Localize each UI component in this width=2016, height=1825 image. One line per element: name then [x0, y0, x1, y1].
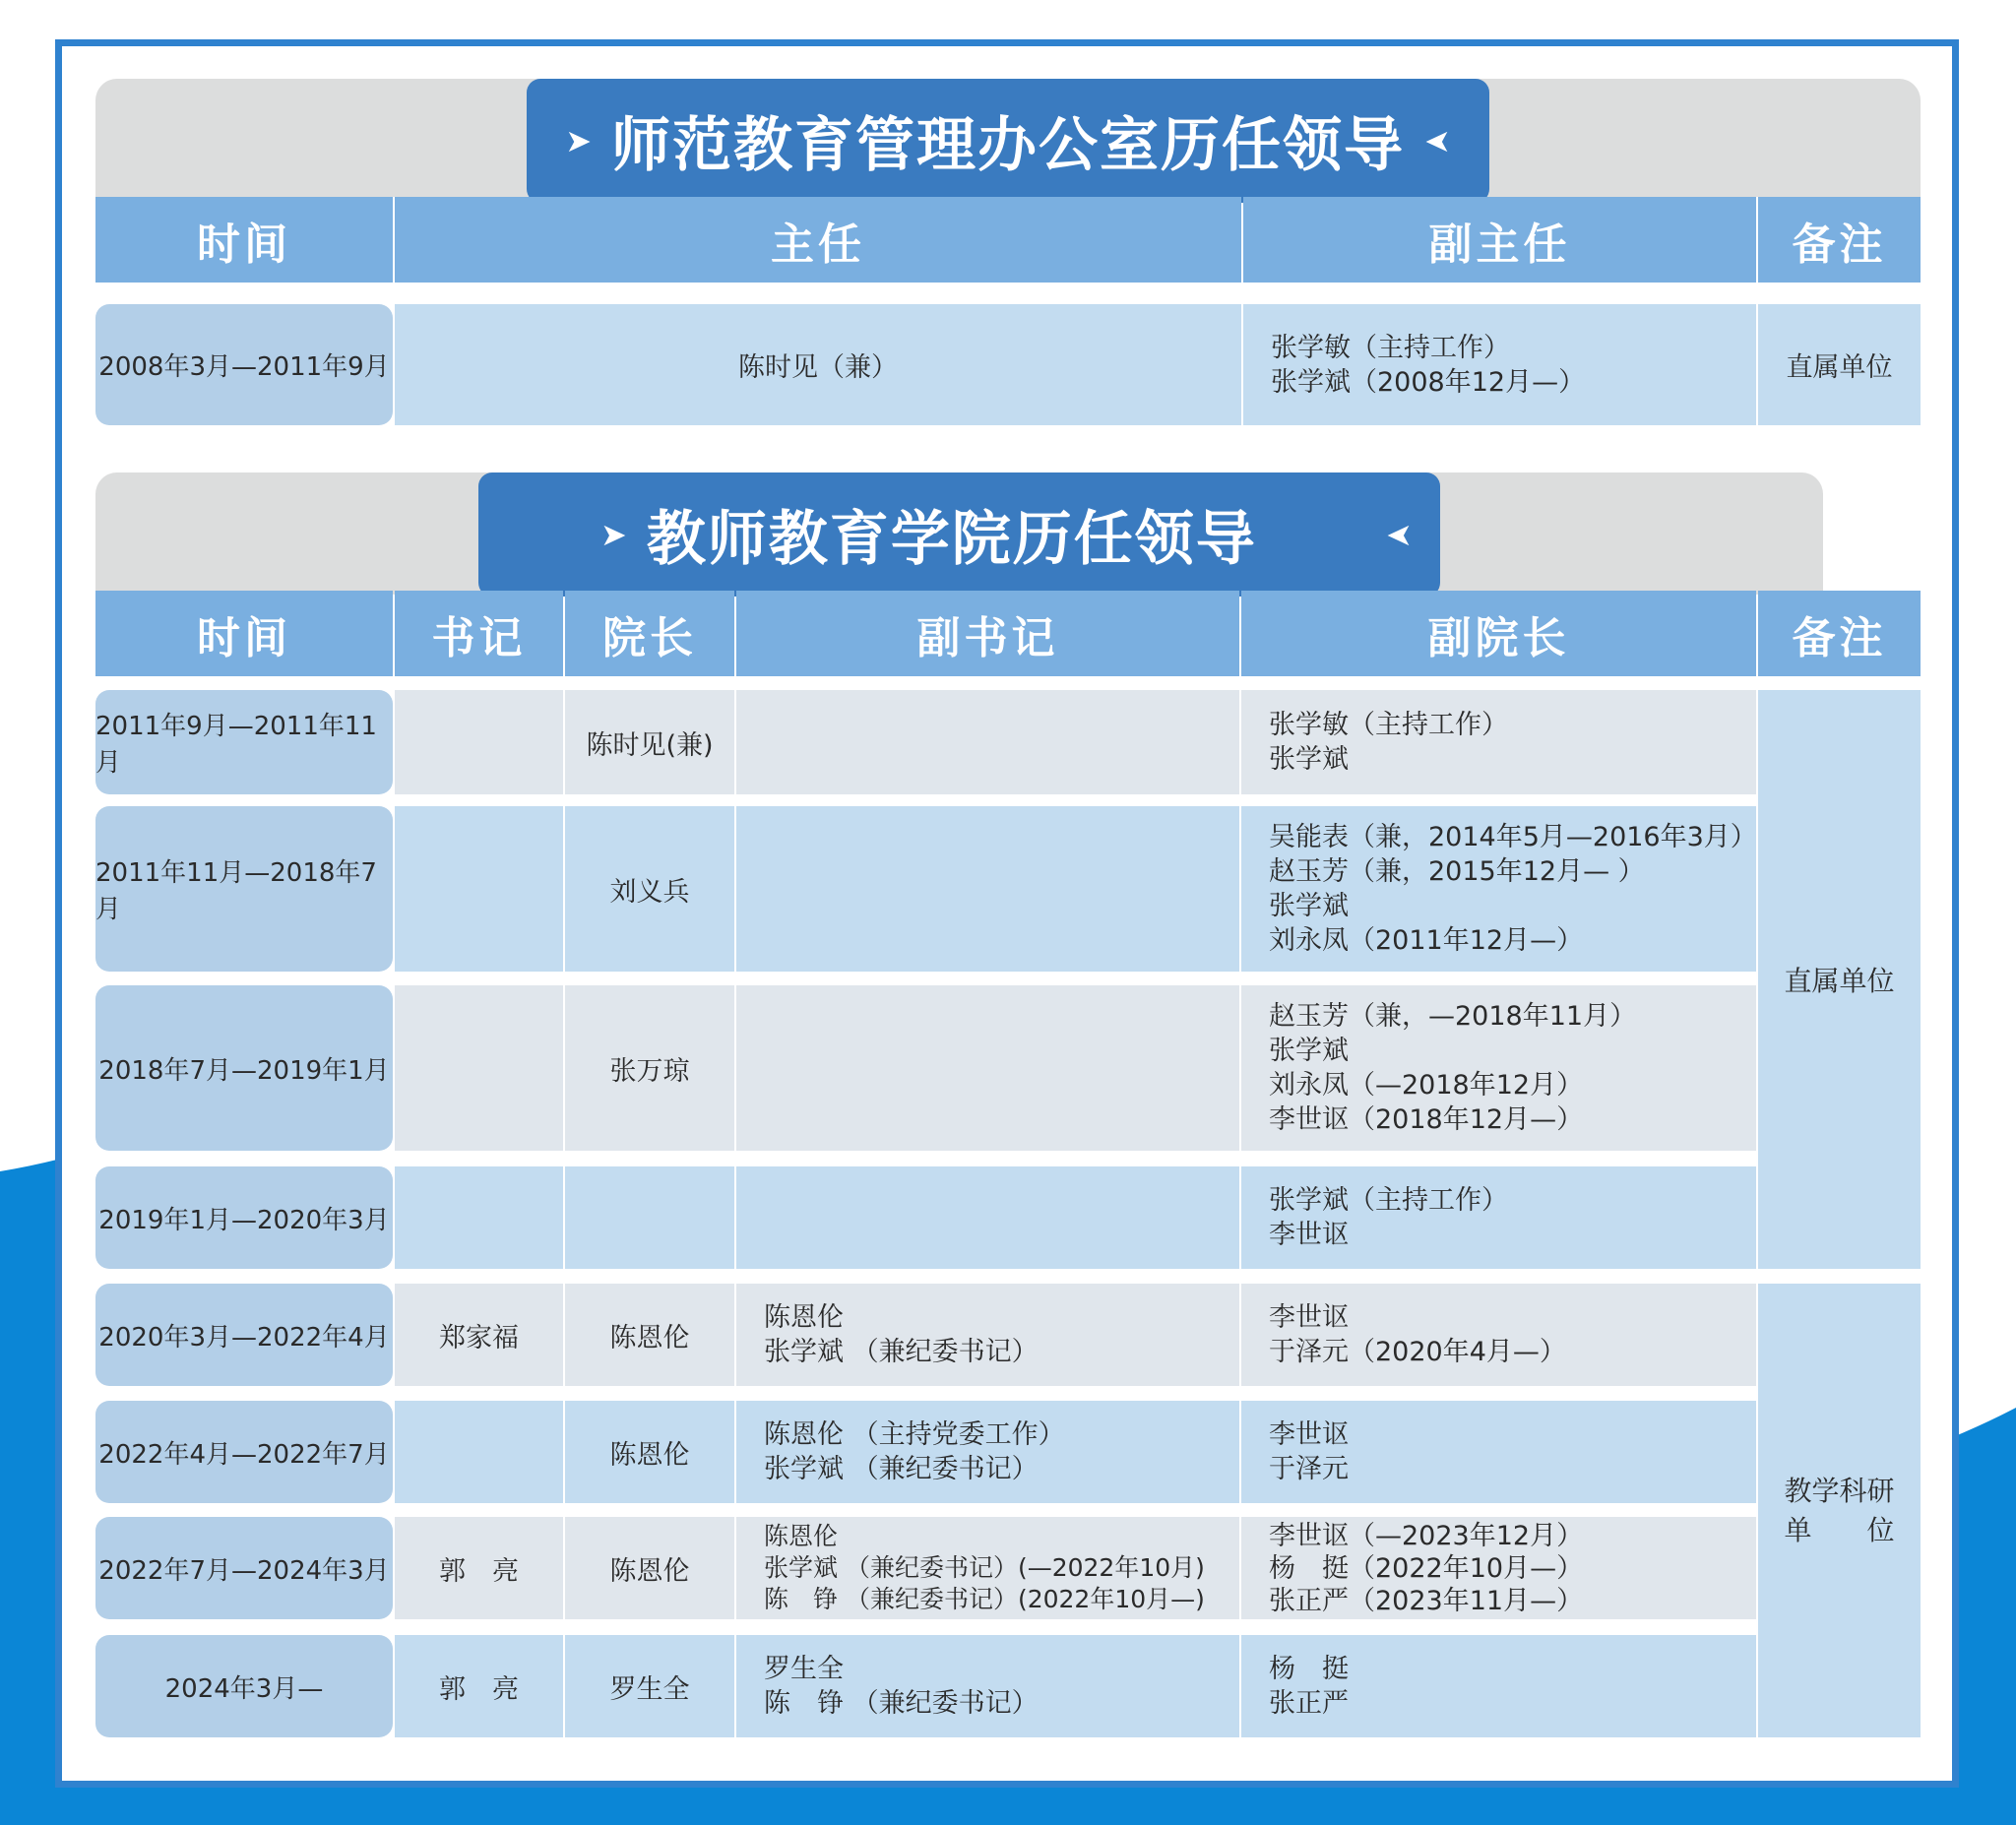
- row-secretary: [395, 690, 563, 794]
- arrow-right-icon: ➤: [600, 516, 629, 553]
- row-deputy-dean: [1241, 1166, 1756, 1269]
- deputy-dean-line: 于泽元（2020年4月—）: [1269, 1337, 1566, 1367]
- row-deputy-secretary: [736, 1166, 1239, 1269]
- section2-title: 教师教育学院历任领导: [646, 505, 1257, 574]
- row-director: 陈时见（兼）: [395, 304, 1241, 425]
- deputy-line: 张学斌（2008年12月—）: [1271, 366, 1586, 398]
- row-deputy-dean: [1241, 1401, 1756, 1503]
- row-deputy-director: [1243, 304, 1756, 425]
- deputy-dean-line: 于泽元: [1269, 1454, 1349, 1484]
- header-time: 时间: [95, 197, 393, 283]
- section2-title-banner: [478, 472, 1440, 597]
- deputy-dean-line: 赵玉芳（兼，2015年12月— ）: [1269, 856, 1645, 887]
- deputy-dean-line: 李世讴: [1269, 1302, 1349, 1333]
- row-deputy-secretary: [736, 1517, 1239, 1619]
- row-deputy-dean: [1241, 1284, 1756, 1386]
- header-time: 时间: [95, 591, 393, 676]
- row-time: 2024年3月—: [95, 1635, 393, 1737]
- row-deputy-secretary: [736, 1284, 1239, 1386]
- header-secretary: 书记: [395, 591, 563, 676]
- deputy-dean-line: 李世讴: [1269, 1419, 1349, 1450]
- deputy-dean-line: 张学敏（主持工作）: [1269, 710, 1508, 740]
- row-deputy-dean: [1241, 806, 1756, 972]
- row-deputy-secretary: [736, 1401, 1239, 1503]
- deputy-dean-line: 杨 挺（2022年10月—）: [1269, 1552, 1584, 1584]
- deputy-dean-line: 李世讴（2018年12月—）: [1269, 1104, 1584, 1135]
- arrow-left-icon: ➤: [1422, 122, 1451, 159]
- note-direct-unit: 直属单位: [1758, 690, 1921, 1269]
- row-dean: 陈时见(兼): [565, 690, 734, 794]
- deputy-secretary-line: 张学斌 （兼纪委书记）(—2022年10月): [764, 1553, 1205, 1582]
- deputy-secretary-line: 陈 铮 （兼纪委书记）: [764, 1688, 1039, 1719]
- deputy-secretary-line: 张学斌 （兼纪委书记）: [764, 1337, 1039, 1367]
- row-deputy-dean: [1241, 1517, 1756, 1619]
- row-dean: 罗生全: [565, 1635, 734, 1737]
- section2-table: [95, 591, 1921, 1742]
- row-time: 2018年7月—2019年1月: [95, 985, 393, 1151]
- arrow-left-icon: ➤: [1384, 516, 1413, 553]
- row-dean: 刘义兵: [565, 806, 734, 972]
- header-deputy-dean: 副院长: [1241, 591, 1756, 676]
- row-dean: [565, 1166, 734, 1269]
- arrow-right-icon: ➤: [565, 122, 594, 159]
- section1-title: 师范教育管理办公室历任领导: [611, 111, 1405, 180]
- note-line: 单 位: [1784, 1513, 1895, 1546]
- header-note: 备注: [1758, 591, 1921, 676]
- row-secretary: 郑家福: [395, 1284, 563, 1386]
- row-dean: 陈恩伦: [565, 1284, 734, 1386]
- deputy-dean-line: 刘永凤（—2018年12月）: [1269, 1070, 1584, 1101]
- note-line: 教学科研: [1784, 1474, 1895, 1507]
- header-dean: 院长: [565, 591, 734, 676]
- deputy-secretary-line: 张学斌 （兼纪委书记）: [764, 1454, 1039, 1484]
- deputy-dean-line: 李世讴: [1269, 1220, 1349, 1250]
- deputy-dean-line: 张学斌: [1269, 1036, 1349, 1066]
- row-dean: 陈恩伦: [565, 1517, 734, 1619]
- row-dean: 张万琼: [565, 985, 734, 1151]
- row-time: 2011年11月—2018年7月: [95, 806, 393, 972]
- deputy-line: 张学敏（主持工作）: [1271, 332, 1510, 363]
- deputy-secretary-line: 陈恩伦: [764, 1302, 844, 1333]
- deputy-dean-line: 刘永凤（2011年12月—）: [1269, 925, 1584, 956]
- row-secretary: 郭 亮: [395, 1635, 563, 1737]
- row-secretary: [395, 1166, 563, 1269]
- deputy-secretary-line: 罗生全: [764, 1654, 844, 1684]
- row-time: 2020年3月—2022年4月: [95, 1284, 393, 1386]
- row-time: 2011年9月—2011年11月: [95, 690, 393, 794]
- header-deputy-director: 副主任: [1243, 197, 1756, 283]
- row-deputy-dean: [1241, 690, 1756, 794]
- row-deputy-dean: [1241, 1635, 1756, 1737]
- row-time: 2022年4月—2022年7月: [95, 1401, 393, 1503]
- row-deputy-secretary: [736, 690, 1239, 794]
- row-secretary: [395, 985, 563, 1151]
- deputy-dean-line: 赵玉芳（兼，—2018年11月）: [1269, 1001, 1637, 1032]
- deputy-secretary-line: 陈恩伦 （主持党委工作）: [764, 1419, 1065, 1450]
- deputy-dean-line: 张学斌: [1269, 744, 1349, 775]
- row-deputy-dean: [1241, 985, 1756, 1151]
- deputy-dean-line: 李世讴（—2023年12月）: [1269, 1520, 1584, 1551]
- deputy-dean-line: 吴能表（兼，2014年5月—2016年3月）: [1269, 822, 1757, 852]
- row-deputy-secretary: [736, 806, 1239, 972]
- note-teaching-research-unit: [1758, 1284, 1921, 1737]
- row-deputy-secretary: [736, 1635, 1239, 1737]
- row-time: 2008年3月—2011年9月: [95, 304, 393, 425]
- row-time: 2022年7月—2024年3月: [95, 1517, 393, 1619]
- row-deputy-secretary: [736, 985, 1239, 1151]
- section1-table: [95, 197, 1921, 433]
- row-secretary: [395, 1401, 563, 1503]
- header-note: 备注: [1758, 197, 1921, 283]
- header-director: 主任: [395, 197, 1241, 283]
- header-deputy-secretary: 副书记: [736, 591, 1239, 676]
- row-secretary: [395, 806, 563, 972]
- deputy-secretary-line: 陈 铮 （兼纪委书记）(2022年10月—): [764, 1585, 1205, 1613]
- deputy-dean-line: 张学斌: [1269, 891, 1349, 921]
- row-dean: 陈恩伦: [565, 1401, 734, 1503]
- deputy-dean-line: 张正严: [1269, 1688, 1349, 1719]
- row-note: 直属单位: [1758, 304, 1921, 425]
- row-secretary: 郭 亮: [395, 1517, 563, 1619]
- deputy-secretary-line: 陈恩伦: [764, 1522, 839, 1550]
- section1-title-banner: [527, 79, 1489, 203]
- deputy-dean-line: 张正严（2023年11月—）: [1269, 1585, 1584, 1616]
- deputy-dean-line: 张学斌（主持工作）: [1269, 1185, 1508, 1216]
- row-time: 2019年1月—2020年3月: [95, 1166, 393, 1269]
- deputy-dean-line: 杨 挺: [1269, 1654, 1349, 1684]
